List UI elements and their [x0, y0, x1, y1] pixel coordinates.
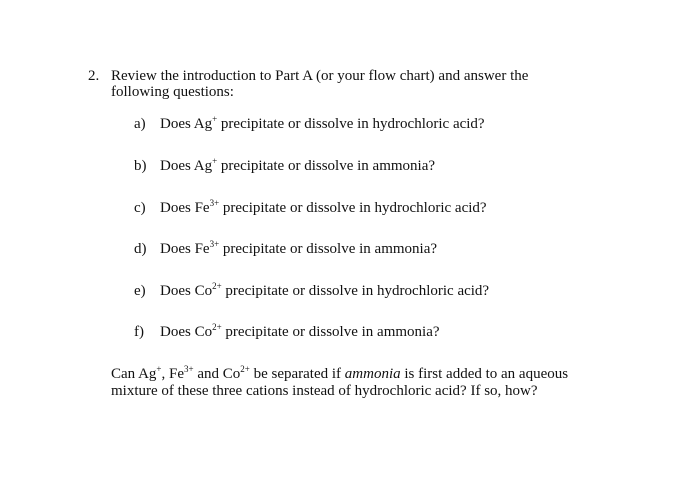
subquestion-letter: d) [134, 241, 147, 257]
ion-charge: + [212, 114, 218, 124]
emphasis-ammonia: ammonia [344, 366, 401, 382]
subquestion-letter: a) [134, 116, 146, 132]
question-intro-line1: Review the introduction to Part A (or your flow chart) and answer the [111, 68, 529, 84]
subquestion-a [134, 114, 485, 133]
subquestion-text: Does $Fe^{3+}$ precipitate or dissolve in ammonia? [160, 239, 438, 257]
ion-charge: + [156, 364, 162, 374]
ion-charge: 2+ [212, 281, 222, 291]
ion-charge: 2+ [212, 322, 222, 332]
question-intro-line2: following questions: [111, 84, 234, 100]
subquestion-text: Does Ag+ precipitate or dissolve in hydrochloric acid? [160, 114, 485, 132]
subquestion-text: Does Ag+ precipitate or dissolve in ammonia? [160, 156, 436, 174]
subquestion-d [134, 239, 438, 258]
subquestion-text: Does $Co^{2+}$ precipitate or dissolve in hydrochloric acid? [160, 281, 490, 299]
subquestion-letter: e) [134, 283, 146, 299]
ion-charge: + [212, 156, 218, 166]
subquestion-text: Does $Fe^{3+}$ precipitate or dissolve in hydrochloric acid? [160, 198, 487, 216]
subquestion-f [134, 322, 440, 341]
subquestion-letter: f) [134, 324, 144, 340]
ion-charge: 3+ [209, 198, 220, 208]
subquestion-letter: c) [134, 200, 146, 216]
question-number: 2. [88, 68, 100, 84]
ion-charge: 3+ [184, 364, 194, 374]
subquestion-b [134, 156, 436, 175]
subquestion-text: Does $Co^{2+}$ precipitate or dissolve in ammonia? [160, 322, 440, 340]
subquestion-e [134, 281, 490, 300]
ion-charge: 3+ [209, 239, 220, 249]
final-question-line2: mixture of these three cations instead of hydrochloric acid? If so, how? [111, 383, 538, 399]
subquestion-letter: b) [134, 158, 147, 174]
ion-charge: 2+ [240, 364, 250, 374]
subquestion-c [134, 198, 487, 217]
final-question-line1: Can Ag+, $Fe^{3+}$ and $Co^{2+}$ be separated if ammonia is first added to an aqueous [111, 364, 569, 382]
